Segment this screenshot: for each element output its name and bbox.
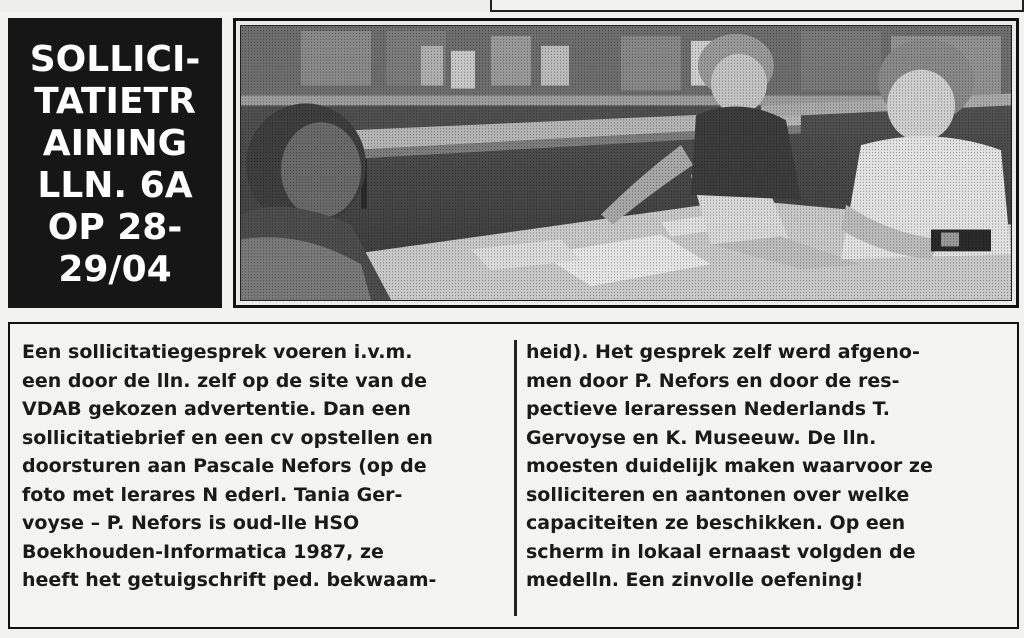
headline-line: LLN. 6A <box>37 165 193 206</box>
classroom-photo-illustration <box>241 26 1011 300</box>
article-line: sollicitatiebrief en een cv opstellen en <box>22 426 433 449</box>
headline-line: TATIETR <box>34 81 196 122</box>
article-line: solliciteren en aantonen over welke <box>526 483 910 506</box>
article-line: pectieve leraressen Nederlands T. <box>526 398 890 420</box>
article-line: heeft het getuigschrift ped. bekwaam- <box>22 569 437 591</box>
article-line: capaciteiten ze beschikken. Op een <box>526 512 906 534</box>
article-line: Een sollicitatiegesprek voeren i.v.m. <box>22 341 413 363</box>
article-line: een door de lln. zelf op de site van de <box>22 369 428 392</box>
article-line: foto met lerares N ederl. Tania Ger- <box>22 483 403 506</box>
article-line: heid). Het gesprek zelf werd afgeno- <box>526 341 920 363</box>
previous-article-box-edge <box>490 0 1024 12</box>
article-line: VDAB gekozen advertentie. Dan een <box>22 398 411 420</box>
headline-line: OP 28- <box>47 207 183 248</box>
headline-line: SOLLICI- <box>29 39 201 80</box>
article-line: medelln. Een zinvolle oefening! <box>526 569 864 591</box>
photo-frame <box>233 18 1019 308</box>
article-left-column <box>22 338 508 595</box>
headline-line: AINING <box>42 123 188 164</box>
headline <box>30 35 201 291</box>
article-box <box>8 322 1019 629</box>
column-divider <box>514 340 517 616</box>
headline-block <box>8 18 222 308</box>
article-right-column <box>526 338 1000 595</box>
article-line: moesten duidelijk maken waarvoor ze <box>526 455 933 477</box>
article-line: doorsturen aan Pascale Nefors (op de <box>22 455 427 477</box>
classroom-photo <box>240 25 1012 301</box>
headline-line: 29/04 <box>58 249 172 290</box>
article-line: men door P. Nefors en door de res- <box>526 369 900 392</box>
article-line: scherm in lokaal ernaast volgden de <box>526 540 916 563</box>
article-line: Gervoyse en K. Museeuw. De lln. <box>526 426 877 449</box>
article-line: Boekhouden-Informatica 1987, ze <box>22 540 384 563</box>
article-line: voyse – P. Nefors is oud-lle HSO <box>22 512 360 534</box>
